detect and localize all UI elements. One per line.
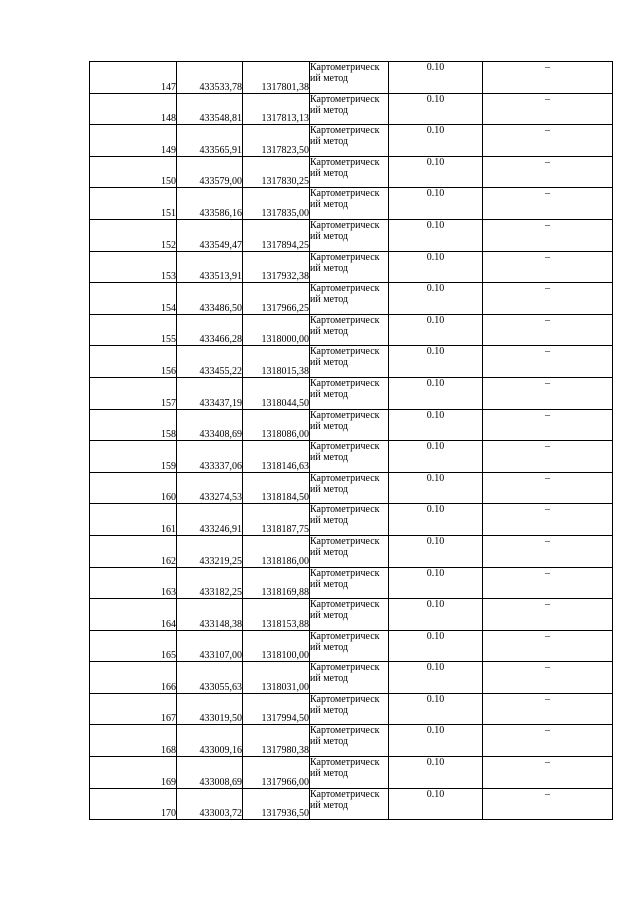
method-text-line2: ий метод: [310, 73, 349, 84]
method-cell: [310, 188, 389, 220]
point-number-cell: 148: [90, 93, 177, 125]
method-text-line2: ий метод: [310, 799, 349, 811]
point-number-cell: 169: [90, 757, 177, 789]
method-text-line2: ий метод: [310, 641, 349, 653]
accuracy-cell: 0.10: [389, 188, 483, 220]
note-cell: –: [483, 188, 613, 220]
accuracy-cell: 0.10: [389, 125, 483, 157]
method-text-line1: Картометрическ: [310, 788, 380, 800]
note-cell: –: [483, 219, 613, 251]
method-cell: [310, 567, 389, 599]
accuracy-cell: 0.10: [389, 693, 483, 725]
y-coordinate-cell: 1318169,88: [243, 567, 310, 599]
method-cell: [310, 662, 389, 694]
table-row: [90, 314, 613, 346]
accuracy-cell: 0.10: [389, 377, 483, 409]
method-text-line1: Картометрическ: [310, 504, 380, 516]
x-coordinate-cell: 433586,16: [177, 188, 243, 220]
y-coordinate-cell: 1317894,25: [243, 219, 310, 251]
accuracy-cell: 0.10: [389, 788, 483, 820]
point-number-cell: 147: [90, 62, 177, 94]
note-cell: –: [483, 156, 613, 188]
x-coordinate-cell: 433107,00: [177, 630, 243, 662]
x-coordinate-cell: 433579,00: [177, 156, 243, 188]
table-row: [90, 693, 613, 725]
method-text-line2: ий метод: [310, 736, 349, 748]
note-cell: –: [483, 693, 613, 725]
y-coordinate-cell: 1317994,50: [243, 693, 310, 725]
method-text-line1: Картометрическ: [310, 472, 380, 484]
method-cell: [310, 599, 389, 631]
method-text-line1: Картометрическ: [310, 346, 380, 358]
method-cell: [310, 251, 389, 283]
x-coordinate-cell: 433182,25: [177, 567, 243, 599]
note-cell: –: [483, 504, 613, 536]
method-cell: [310, 314, 389, 346]
method-text-line2: ий метод: [310, 768, 349, 780]
method-cell: [310, 93, 389, 125]
x-coordinate-cell: 433455,22: [177, 346, 243, 378]
accuracy-cell: 0.10: [389, 504, 483, 536]
method-text-line2: ий метод: [310, 610, 349, 622]
x-coordinate-cell: 433533,78: [177, 62, 243, 94]
y-coordinate-cell: 1318031,00: [243, 662, 310, 694]
table-row: [90, 441, 613, 473]
method-text-line2: ий метод: [310, 673, 349, 685]
x-coordinate-cell: 433466,28: [177, 314, 243, 346]
method-cell: [310, 693, 389, 725]
method-cell: [310, 725, 389, 757]
method-text-line1: Картометрическ: [310, 725, 380, 737]
method-text-line2: ий метод: [310, 420, 349, 432]
note-cell: –: [483, 283, 613, 315]
y-coordinate-cell: 1318086,00: [243, 409, 310, 441]
method-text-line2: ий метод: [310, 136, 349, 148]
x-coordinate-cell: 433003,72: [177, 788, 243, 820]
point-number-cell: 167: [90, 693, 177, 725]
note-cell: –: [483, 725, 613, 757]
method-text-line1: Картометрическ: [310, 567, 380, 579]
note-cell: –: [483, 441, 613, 473]
x-coordinate-cell: 433009,16: [177, 725, 243, 757]
note-cell: –: [483, 599, 613, 631]
y-coordinate-cell: 1317966,00: [243, 757, 310, 789]
method-text-line2: ий метод: [310, 704, 349, 716]
table-row: [90, 62, 613, 94]
point-number-cell: 170: [90, 788, 177, 820]
method-text-line2: ий метод: [310, 199, 349, 211]
y-coordinate-cell: 1318184,50: [243, 472, 310, 504]
x-coordinate-cell: 433437,19: [177, 377, 243, 409]
point-number-cell: 163: [90, 567, 177, 599]
table-row: [90, 93, 613, 125]
method-text-line1: Картометрическ: [310, 662, 380, 674]
method-text-line2: ий метод: [310, 357, 349, 369]
table-row: [90, 409, 613, 441]
accuracy-cell: 0.10: [389, 314, 483, 346]
method-cell: [310, 504, 389, 536]
y-coordinate-cell: 1318153,88: [243, 599, 310, 631]
x-coordinate-cell: 433548,81: [177, 93, 243, 125]
method-text-line2: ий метод: [310, 546, 349, 558]
method-cell: [310, 441, 389, 473]
x-coordinate-cell: 433008,69: [177, 757, 243, 789]
x-coordinate-cell: 433337,06: [177, 441, 243, 473]
accuracy-cell: 0.10: [389, 283, 483, 315]
method-text-line1: Картометрическ: [310, 62, 380, 73]
method-cell: [310, 219, 389, 251]
note-cell: –: [483, 62, 613, 94]
method-text-line1: Картометрическ: [310, 125, 380, 137]
method-cell: [310, 156, 389, 188]
note-cell: –: [483, 346, 613, 378]
accuracy-cell: 0.10: [389, 567, 483, 599]
table-row: [90, 630, 613, 662]
table-row: [90, 346, 613, 378]
table-row: [90, 725, 613, 757]
method-text-line2: ий метод: [310, 515, 349, 527]
note-cell: –: [483, 567, 613, 599]
point-number-cell: 158: [90, 409, 177, 441]
method-text-line2: ий метод: [310, 167, 349, 179]
method-text-line1: Картометрическ: [310, 283, 380, 295]
table-row: [90, 535, 613, 567]
method-cell: [310, 630, 389, 662]
method-text-line2: ий метод: [310, 483, 349, 495]
x-coordinate-cell: 433055,63: [177, 662, 243, 694]
table-row: [90, 377, 613, 409]
y-coordinate-cell: 1317801,38: [243, 62, 310, 94]
accuracy-cell: 0.10: [389, 535, 483, 567]
y-coordinate-cell: 1318186,00: [243, 535, 310, 567]
method-text-line1: Картометрическ: [310, 535, 380, 547]
method-cell: [310, 377, 389, 409]
method-text-line2: ий метод: [310, 452, 349, 464]
method-text-line1: Картометрическ: [310, 409, 380, 421]
y-coordinate-cell: 1317813,13: [243, 93, 310, 125]
method-text-line2: ий метод: [310, 230, 349, 242]
accuracy-cell: 0.10: [389, 662, 483, 694]
accuracy-cell: 0.10: [389, 251, 483, 283]
point-number-cell: 162: [90, 535, 177, 567]
x-coordinate-cell: 433486,50: [177, 283, 243, 315]
method-cell: [310, 409, 389, 441]
note-cell: –: [483, 757, 613, 789]
y-coordinate-cell: 1318100,00: [243, 630, 310, 662]
method-cell: [310, 472, 389, 504]
y-coordinate-cell: 1318000,00: [243, 314, 310, 346]
point-number-cell: 166: [90, 662, 177, 694]
table-body: [90, 62, 613, 820]
method-text-line2: ий метод: [310, 325, 349, 337]
method-cell: [310, 125, 389, 157]
x-coordinate-cell: 433274,53: [177, 472, 243, 504]
x-coordinate-cell: 433148,38: [177, 599, 243, 631]
method-cell: [310, 535, 389, 567]
method-text-line2: ий метод: [310, 578, 349, 590]
y-coordinate-cell: 1317823,50: [243, 125, 310, 157]
table-row: [90, 283, 613, 315]
accuracy-cell: 0.10: [389, 599, 483, 631]
point-number-cell: 155: [90, 314, 177, 346]
accuracy-cell: 0.10: [389, 725, 483, 757]
coordinates-table: [89, 61, 613, 820]
method-text-line1: Картометрическ: [310, 314, 380, 326]
y-coordinate-cell: 1318146,63: [243, 441, 310, 473]
x-coordinate-cell: 433513,91: [177, 251, 243, 283]
y-coordinate-cell: 1317835,00: [243, 188, 310, 220]
table-row: [90, 251, 613, 283]
point-number-cell: 152: [90, 219, 177, 251]
note-cell: –: [483, 314, 613, 346]
method-text-line2: ий метод: [310, 388, 349, 400]
method-cell: [310, 757, 389, 789]
table-row: [90, 757, 613, 789]
table-row: [90, 788, 613, 820]
accuracy-cell: 0.10: [389, 156, 483, 188]
table-row: [90, 156, 613, 188]
point-number-cell: 160: [90, 472, 177, 504]
x-coordinate-cell: 433408,69: [177, 409, 243, 441]
method-cell: [310, 788, 389, 820]
table-row: [90, 662, 613, 694]
point-number-cell: 151: [90, 188, 177, 220]
point-number-cell: 156: [90, 346, 177, 378]
table-row: [90, 599, 613, 631]
method-text-line2: ий метод: [310, 294, 349, 306]
accuracy-cell: 0.10: [389, 441, 483, 473]
method-text-line1: Картометрическ: [310, 93, 380, 105]
point-number-cell: 153: [90, 251, 177, 283]
point-number-cell: 154: [90, 283, 177, 315]
method-cell: [310, 346, 389, 378]
point-number-cell: 164: [90, 599, 177, 631]
method-text-line2: ий метод: [310, 104, 349, 116]
y-coordinate-cell: 1317932,38: [243, 251, 310, 283]
accuracy-cell: 0.10: [389, 62, 483, 94]
method-text-line1: Картометрическ: [310, 757, 380, 769]
point-number-cell: 150: [90, 156, 177, 188]
method-cell: [310, 62, 389, 94]
accuracy-cell: 0.10: [389, 93, 483, 125]
x-coordinate-cell: 433019,50: [177, 693, 243, 725]
method-text-line1: Картометрическ: [310, 219, 380, 231]
method-text-line1: Картометрическ: [310, 251, 380, 263]
note-cell: –: [483, 409, 613, 441]
x-coordinate-cell: 433549,47: [177, 219, 243, 251]
y-coordinate-cell: 1317980,38: [243, 725, 310, 757]
note-cell: –: [483, 472, 613, 504]
method-text-line1: Картометрическ: [310, 188, 380, 200]
note-cell: –: [483, 788, 613, 820]
table-row: [90, 472, 613, 504]
accuracy-cell: 0.10: [389, 757, 483, 789]
point-number-cell: 157: [90, 377, 177, 409]
point-number-cell: 168: [90, 725, 177, 757]
accuracy-cell: 0.10: [389, 409, 483, 441]
x-coordinate-cell: 433219,25: [177, 535, 243, 567]
note-cell: –: [483, 630, 613, 662]
method-text-line1: Картометрическ: [310, 599, 380, 611]
y-coordinate-cell: 1317966,25: [243, 283, 310, 315]
y-coordinate-cell: 1317830,25: [243, 156, 310, 188]
accuracy-cell: 0.10: [389, 630, 483, 662]
table-row: [90, 567, 613, 599]
x-coordinate-cell: 433565,91: [177, 125, 243, 157]
method-text-line2: ий метод: [310, 262, 349, 274]
point-number-cell: 149: [90, 125, 177, 157]
y-coordinate-cell: 1318015,38: [243, 346, 310, 378]
point-number-cell: 159: [90, 441, 177, 473]
table-row: [90, 504, 613, 536]
y-coordinate-cell: 1318187,75: [243, 504, 310, 536]
method-text-line1: Картометрическ: [310, 377, 380, 389]
note-cell: –: [483, 377, 613, 409]
table-row: [90, 125, 613, 157]
note-cell: –: [483, 662, 613, 694]
note-cell: –: [483, 535, 613, 567]
method-text-line1: Картометрическ: [310, 693, 380, 705]
table-row: [90, 188, 613, 220]
x-coordinate-cell: 433246,91: [177, 504, 243, 536]
method-text-line1: Картометрическ: [310, 156, 380, 168]
note-cell: –: [483, 251, 613, 283]
accuracy-cell: 0.10: [389, 472, 483, 504]
note-cell: –: [483, 125, 613, 157]
note-cell: –: [483, 93, 613, 125]
y-coordinate-cell: 1318044,50: [243, 377, 310, 409]
y-coordinate-cell: 1317936,50: [243, 788, 310, 820]
method-text-line1: Картометрическ: [310, 441, 380, 453]
table-row: [90, 219, 613, 251]
method-cell: [310, 283, 389, 315]
method-text-line1: Картометрическ: [310, 630, 380, 642]
point-number-cell: 161: [90, 504, 177, 536]
point-number-cell: 165: [90, 630, 177, 662]
accuracy-cell: 0.10: [389, 346, 483, 378]
accuracy-cell: 0.10: [389, 219, 483, 251]
